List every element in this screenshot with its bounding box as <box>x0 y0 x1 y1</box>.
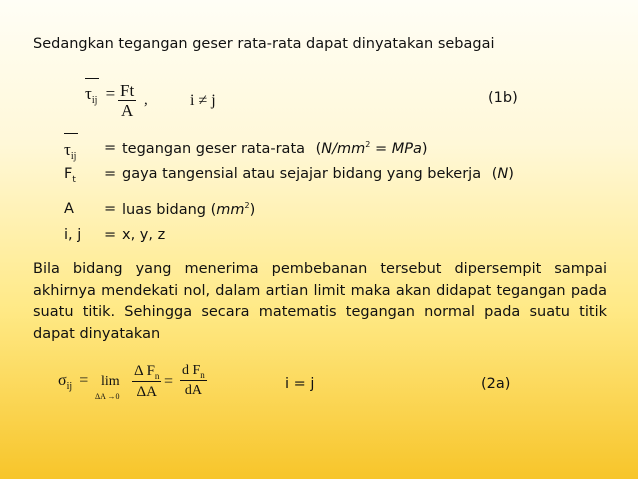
eq1-comma: , <box>144 92 148 108</box>
eq1-condition: i ≠ j <box>190 92 216 109</box>
eq2-lhs: $\sigma_{ij}$ = <box>58 372 89 392</box>
eq2-lim: lim <box>101 374 120 389</box>
eq2-condition: i = j <box>285 376 315 392</box>
eq1-fraction: $\frac{Ft}{A}$ <box>120 81 135 120</box>
eq2-equals-2: = <box>164 373 174 390</box>
intro-text: Sedangkan tegangan geser rata-rata dapat dinyatakan sebagai <box>33 36 495 52</box>
eq1-lhs: $\tau_{ij}$ = <box>85 84 115 104</box>
eq2-fraction-2: $\frac{d F_n}{dA}$ <box>182 363 205 398</box>
eq2-label: (2a) <box>481 376 511 392</box>
eq2-lim-sub: ΔA →0 <box>95 392 120 401</box>
eq2-fraction-1: $\frac{\Delta F_n}{\Delta A}$ <box>134 363 160 400</box>
eq1-label: (1b) <box>488 90 518 106</box>
body-paragraph: Bila bidang yang menerima pembebanan tersebut dipersempit sampai akhirnya mendekati nol, dalam artian limit maka akan didapat tegangan pada suatu titik. Sehingga secara matematis tegangan normal pada suatu titik dapat dinyatakan <box>33 261 607 342</box>
